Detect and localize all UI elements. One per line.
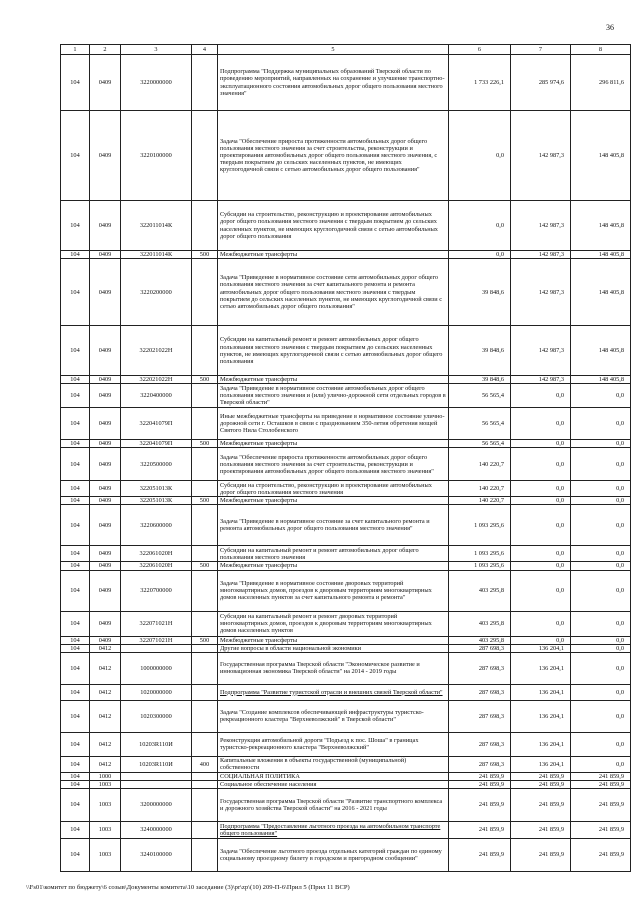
cell-amount-2017: 0,0 (449, 251, 511, 259)
cell-target-article: 1020300000 (121, 700, 192, 732)
cell-target-article: 3240100000 (121, 838, 192, 871)
cell-description: Задача "Приведение в нормативное состояние дворовых территорий многоквартирных домов, проездов к дворовым территориям многоквартирных домов населенных пунктов за счет капитального ремонта и ремонта" (218, 570, 449, 611)
cell-target-article: 322021022Н (121, 376, 192, 384)
cell-expense-type: 400 (192, 756, 218, 772)
cell-amount-2018: 136 204,1 (511, 700, 571, 732)
cell-description: Межбюджетные трансферты (218, 497, 449, 505)
cell-description: Подпрограмма "Предоставление льготного проезда на автомобильном транспорте общего пользования" (218, 821, 449, 838)
cell-amount-2018: 142 987,3 (511, 326, 571, 376)
cell-section-code: 0409 (90, 546, 121, 562)
file-path-footer: \\Fs01\комитет по бюджету\6 созыв\Документы комитета\10 заседание (3)\pr\zp\(10) 209-П-6\Прил 5 (Прил 11 ВСР) (26, 884, 350, 891)
cell-description: Межбюджетные трансферты (218, 376, 449, 384)
cell-amount-2017: 56 565,4 (449, 440, 511, 448)
cell-section-code: 0409 (90, 408, 121, 440)
cell-amount-2017: 39 848,6 (449, 376, 511, 384)
col-header-2: 2 (90, 45, 121, 55)
cell-target-article: 1020000000 (121, 684, 192, 700)
table-row (61, 684, 631, 700)
cell-amount-2019: 0,0 (571, 384, 631, 408)
cell-target-article: 3220400000 (121, 384, 192, 408)
cell-amount-2018: 0,0 (511, 546, 571, 562)
cell-expense-type (192, 652, 218, 684)
col-header-5: 5 (218, 45, 449, 55)
cell-amount-2019: 148 405,8 (571, 376, 631, 384)
cell-expense-type: 500 (192, 497, 218, 505)
cell-amount-2017: 287 698,3 (449, 756, 511, 772)
cell-target-article: 3200000000 (121, 788, 192, 821)
cell-ministry-code: 104 (61, 440, 90, 448)
cell-amount-2017: 241 859,9 (449, 788, 511, 821)
cell-amount-2018: 0,0 (511, 448, 571, 481)
cell-target-article: 322051013К (121, 497, 192, 505)
cell-ministry-code: 104 (61, 611, 90, 636)
cell-description: Субсидии на капитальный ремонт и ремонт автомобильных дорог общего пользования местного значения с твердым покрытием до сельских населенных пунктов, не имеющих круглогодичной связи с сетью автомобильных дорог общего пользования (218, 326, 449, 376)
cell-amount-2019: 0,0 (571, 636, 631, 644)
cell-target-article: 322061020Н (121, 562, 192, 570)
cell-amount-2017: 403 295,8 (449, 636, 511, 644)
cell-expense-type (192, 788, 218, 821)
col-header-8: 8 (571, 45, 631, 55)
cell-amount-2018: 0,0 (511, 570, 571, 611)
cell-amount-2019: 148 405,8 (571, 111, 631, 201)
cell-amount-2019: 148 405,8 (571, 251, 631, 259)
cell-amount-2019: 0,0 (571, 732, 631, 756)
page-number: 36 (606, 23, 614, 32)
cell-amount-2018: 142 987,3 (511, 111, 571, 201)
col-header-4: 4 (192, 45, 218, 55)
cell-amount-2018: 0,0 (511, 611, 571, 636)
cell-ministry-code: 104 (61, 788, 90, 821)
table-row (61, 384, 631, 408)
cell-ministry-code: 104 (61, 251, 90, 259)
cell-amount-2019: 0,0 (571, 546, 631, 562)
cell-amount-2019: 0,0 (571, 440, 631, 448)
cell-section-code: 1003 (90, 788, 121, 821)
cell-expense-type (192, 448, 218, 481)
cell-description: Реконструкция автомобильной дороги "Подъезд к пос. Шоша" в границах туристско-рекреационного кластера "Верхневолжский" (218, 732, 449, 756)
table-row (61, 497, 631, 505)
cell-amount-2019: 296 811,6 (571, 55, 631, 111)
cell-description: Межбюджетные трансферты (218, 636, 449, 644)
cell-amount-2019: 241 859,9 (571, 780, 631, 788)
table-row (61, 505, 631, 546)
cell-amount-2019: 241 859,9 (571, 821, 631, 838)
table-row (61, 700, 631, 732)
cell-expense-type (192, 259, 218, 326)
cell-target-article: 3220600000 (121, 505, 192, 546)
cell-expense-type (192, 546, 218, 562)
cell-amount-2018: 241 859,9 (511, 788, 571, 821)
table-row (61, 788, 631, 821)
cell-amount-2019: 0,0 (571, 684, 631, 700)
cell-section-code: 0409 (90, 111, 121, 201)
cell-section-code: 0409 (90, 251, 121, 259)
cell-amount-2017: 140 220,7 (449, 448, 511, 481)
cell-target-article: 1000000000 (121, 652, 192, 684)
cell-amount-2018: 142 987,3 (511, 259, 571, 326)
cell-section-code: 0409 (90, 481, 121, 497)
cell-target-article: 3220200000 (121, 259, 192, 326)
cell-amount-2018: 0,0 (511, 636, 571, 644)
cell-description: Задача "Приведение в нормативное состояние сети автомобильных дорог общего пользования местного значения за счет капитального ремонта и ремонта автомобильных дорог общего пользования местного значения с твердым покрытием до сельских населенных пунктов, не имеющих круглогодичной связи с сетью автомобильных дорог общего пользования" (218, 259, 449, 326)
table-row (61, 481, 631, 497)
cell-amount-2018: 142 987,3 (511, 251, 571, 259)
table-row (61, 821, 631, 838)
cell-amount-2017: 140 220,7 (449, 497, 511, 505)
cell-amount-2018: 241 859,9 (511, 780, 571, 788)
cell-amount-2017: 140 220,7 (449, 481, 511, 497)
cell-expense-type (192, 732, 218, 756)
cell-amount-2018: 0,0 (511, 440, 571, 448)
cell-section-code: 0409 (90, 384, 121, 408)
cell-section-code: 0412 (90, 732, 121, 756)
cell-expense-type (192, 481, 218, 497)
cell-section-code: 0412 (90, 684, 121, 700)
cell-target-article: 3220500000 (121, 448, 192, 481)
table-row (61, 772, 631, 780)
cell-description: Задача "Создание комплексов обеспечивающей инфраструктуры туристско-рекреационного кластера "Верхневолжский" в Тверской области" (218, 700, 449, 732)
cell-description: Подпрограмма "Развитие туристской отрасли и внешних связей Тверской области" (218, 684, 449, 700)
cell-expense-type (192, 55, 218, 111)
cell-section-code: 0409 (90, 376, 121, 384)
cell-target-article: 322021022Н (121, 326, 192, 376)
cell-amount-2017: 287 698,3 (449, 652, 511, 684)
cell-expense-type (192, 772, 218, 780)
cell-expense-type (192, 326, 218, 376)
cell-description: Субсидии на строительство, реконструкцию и проектирование автомобильных дорог общего пользования местного значения (218, 481, 449, 497)
cell-amount-2018: 0,0 (511, 481, 571, 497)
cell-description: Задача "Обеспечение прироста протяженности автомобильных дорог общего пользования местного значения за счет строительства, реконструкции и проектирования автомобильных дорог общего пользования местного значения" (218, 448, 449, 481)
cell-amount-2018: 0,0 (511, 505, 571, 546)
table-row (61, 652, 631, 684)
cell-description: СОЦИАЛЬНАЯ ПОЛИТИКА (218, 772, 449, 780)
cell-expense-type: 500 (192, 636, 218, 644)
table-row (61, 376, 631, 384)
cell-amount-2018: 136 204,1 (511, 644, 571, 652)
cell-amount-2017: 287 698,3 (449, 644, 511, 652)
cell-amount-2017: 241 859,9 (449, 821, 511, 838)
cell-amount-2019: 0,0 (571, 562, 631, 570)
cell-section-code: 0412 (90, 652, 121, 684)
cell-expense-type (192, 111, 218, 201)
cell-target-article: 3240000000 (121, 821, 192, 838)
cell-section-code: 0409 (90, 570, 121, 611)
cell-description: Подпрограмма "Поддержка муниципальных образований Тверской области по проведению мероприятий, направленных на сохранение и улучшение транспортно-эксплуатационного состояния автомобильных дорог общего пользования местного значения" (218, 55, 449, 111)
cell-section-code: 1003 (90, 838, 121, 871)
cell-amount-2019: 241 859,9 (571, 788, 631, 821)
cell-ministry-code: 104 (61, 644, 90, 652)
table-row (61, 756, 631, 772)
table-row (61, 111, 631, 201)
cell-amount-2017: 241 859,9 (449, 838, 511, 871)
cell-amount-2017: 403 295,8 (449, 611, 511, 636)
cell-expense-type (192, 838, 218, 871)
cell-amount-2018: 241 859,9 (511, 821, 571, 838)
cell-description: Субсидии на капитальный ремонт и ремонт дворовых территорий многоквартирных домов, проездов к дворовым территориям многоквартирных домов населенных пунктов (218, 611, 449, 636)
col-header-1: 1 (61, 45, 90, 55)
cell-section-code: 0412 (90, 756, 121, 772)
cell-amount-2018: 142 987,3 (511, 376, 571, 384)
cell-target-article: 322071021Н (121, 611, 192, 636)
cell-target-article (121, 780, 192, 788)
cell-target-article: 322041079П (121, 440, 192, 448)
cell-expense-type (192, 684, 218, 700)
cell-description: Другие вопросы в области национальной экономики (218, 644, 449, 652)
cell-ministry-code: 104 (61, 55, 90, 111)
cell-expense-type: 500 (192, 440, 218, 448)
cell-target-article: 322011014К (121, 201, 192, 251)
cell-amount-2018: 136 204,1 (511, 684, 571, 700)
cell-expense-type (192, 384, 218, 408)
cell-ministry-code: 104 (61, 408, 90, 440)
cell-description: Капитальные вложения в объекты государственной (муниципальной) собственности (218, 756, 449, 772)
table-row (61, 570, 631, 611)
cell-ministry-code: 104 (61, 700, 90, 732)
cell-section-code: 0409 (90, 636, 121, 644)
cell-amount-2017: 39 848,6 (449, 326, 511, 376)
cell-description: Субсидии на строительство, реконструкцию и проектирование автомобильных дорог общего пользования местного значения с твердым покрытием до сельских населенных пунктов, не имеющих круглогодичной связи с сетью автомобильных дорог общего пользования (218, 201, 449, 251)
cell-ministry-code: 104 (61, 201, 90, 251)
cell-target-article: 322011014К (121, 251, 192, 259)
cell-section-code: 0412 (90, 644, 121, 652)
table-row (61, 326, 631, 376)
cell-target-article: 3220000000 (121, 55, 192, 111)
cell-section-code: 0412 (90, 700, 121, 732)
cell-amount-2019: 0,0 (571, 644, 631, 652)
cell-amount-2018: 142 987,3 (511, 201, 571, 251)
cell-description: Социальное обеспечение населения (218, 780, 449, 788)
cell-expense-type: 500 (192, 562, 218, 570)
cell-ministry-code: 104 (61, 838, 90, 871)
cell-amount-2019: 241 859,9 (571, 772, 631, 780)
cell-section-code: 0409 (90, 326, 121, 376)
cell-amount-2017: 287 698,3 (449, 700, 511, 732)
cell-amount-2018: 241 859,9 (511, 838, 571, 871)
cell-amount-2017: 287 698,3 (449, 684, 511, 700)
cell-ministry-code: 104 (61, 497, 90, 505)
cell-target-article (121, 772, 192, 780)
cell-amount-2018: 285 974,6 (511, 55, 571, 111)
cell-target-article: 322051013К (121, 481, 192, 497)
cell-amount-2019: 0,0 (571, 481, 631, 497)
cell-expense-type (192, 700, 218, 732)
cell-target-article: 322071021Н (121, 636, 192, 644)
cell-amount-2017: 1 733 226,1 (449, 55, 511, 111)
cell-expense-type (192, 408, 218, 440)
col-header-3: 3 (121, 45, 192, 55)
cell-ministry-code: 104 (61, 259, 90, 326)
cell-section-code: 0409 (90, 201, 121, 251)
cell-target-article: 3220100000 (121, 111, 192, 201)
cell-description: Межбюджетные трансферты (218, 562, 449, 570)
cell-description: Межбюджетные трансферты (218, 251, 449, 259)
table-row (61, 55, 631, 111)
cell-section-code: 0409 (90, 497, 121, 505)
cell-amount-2018: 136 204,1 (511, 756, 571, 772)
cell-description: Иные межбюджетные трансферты на приведение в нормативное состояние улично-дорожной сети г. Осташков в связи с празднованием 350-летия обретения мощей Святого Нила Столобенского (218, 408, 449, 440)
cell-amount-2017: 0,0 (449, 201, 511, 251)
col-header-6: 6 (449, 45, 511, 55)
cell-target-article: 10203R110И (121, 756, 192, 772)
cell-description: Государственная программа Тверской области "Экономическое развитие и инновационная экономика Тверской области" на 2014 - 2019 годы (218, 652, 449, 684)
cell-ministry-code: 104 (61, 384, 90, 408)
cell-description: Задача "Приведение в нормативное состояние за счет капитального ремонта и ремонта автомобильных дорог общего пользования местного значения" (218, 505, 449, 546)
table-row (61, 644, 631, 652)
cell-amount-2018: 0,0 (511, 562, 571, 570)
cell-ministry-code: 104 (61, 376, 90, 384)
cell-target-article: 322061020Н (121, 546, 192, 562)
cell-ministry-code: 104 (61, 326, 90, 376)
cell-amount-2017: 0,0 (449, 111, 511, 201)
cell-amount-2017: 287 698,3 (449, 732, 511, 756)
cell-section-code: 0409 (90, 259, 121, 326)
cell-amount-2018: 241 859,9 (511, 772, 571, 780)
cell-section-code: 1003 (90, 821, 121, 838)
cell-amount-2017: 1 093 295,6 (449, 505, 511, 546)
budget-table (60, 44, 631, 872)
cell-section-code: 1003 (90, 780, 121, 788)
cell-amount-2017: 1 093 295,6 (449, 546, 511, 562)
cell-amount-2019: 0,0 (571, 611, 631, 636)
cell-amount-2019: 148 405,8 (571, 326, 631, 376)
cell-amount-2019: 0,0 (571, 652, 631, 684)
cell-amount-2019: 0,0 (571, 756, 631, 772)
cell-ministry-code: 104 (61, 448, 90, 481)
table-row (61, 251, 631, 259)
cell-description: Задача "Приведение в нормативное состояние автомобильных дорог общего пользования местного значения и (или) улично-дорожной сети отдельных городов в Тверской области" (218, 384, 449, 408)
cell-amount-2017: 56 565,4 (449, 384, 511, 408)
cell-amount-2017: 1 093 295,6 (449, 562, 511, 570)
cell-ministry-code: 104 (61, 481, 90, 497)
cell-ministry-code: 104 (61, 772, 90, 780)
cell-amount-2019: 0,0 (571, 700, 631, 732)
cell-section-code: 0409 (90, 505, 121, 546)
cell-target-article: 10203R110И (121, 732, 192, 756)
cell-amount-2019: 0,0 (571, 448, 631, 481)
cell-ministry-code: 104 (61, 780, 90, 788)
table-row (61, 732, 631, 756)
cell-section-code: 1000 (90, 772, 121, 780)
cell-amount-2019: 0,0 (571, 570, 631, 611)
cell-description: Межбюджетные трансферты (218, 440, 449, 448)
cell-expense-type (192, 201, 218, 251)
cell-amount-2019: 148 405,8 (571, 201, 631, 251)
cell-amount-2017: 241 859,9 (449, 772, 511, 780)
cell-amount-2017: 403 295,8 (449, 570, 511, 611)
table-row (61, 201, 631, 251)
cell-target-article: 322041079П (121, 408, 192, 440)
cell-amount-2019: 0,0 (571, 497, 631, 505)
cell-amount-2018: 136 204,1 (511, 732, 571, 756)
cell-expense-type (192, 780, 218, 788)
cell-amount-2018: 0,0 (511, 408, 571, 440)
cell-amount-2019: 0,0 (571, 505, 631, 546)
cell-ministry-code: 104 (61, 732, 90, 756)
cell-ministry-code: 104 (61, 505, 90, 546)
cell-expense-type: 500 (192, 251, 218, 259)
cell-ministry-code: 104 (61, 562, 90, 570)
cell-amount-2019: 0,0 (571, 408, 631, 440)
cell-description: Государственная программа Тверской области "Развитие транспортного комплекса и дорожного хозяйства Тверской области" на 2016 - 2021 годы (218, 788, 449, 821)
table-row (61, 408, 631, 440)
cell-ministry-code: 104 (61, 821, 90, 838)
cell-expense-type (192, 821, 218, 838)
cell-section-code: 0409 (90, 440, 121, 448)
cell-ministry-code: 104 (61, 684, 90, 700)
cell-amount-2019: 241 859,9 (571, 838, 631, 871)
table-row (61, 259, 631, 326)
header-row (61, 45, 631, 55)
cell-ministry-code: 104 (61, 652, 90, 684)
cell-section-code: 0409 (90, 562, 121, 570)
cell-section-code: 0409 (90, 55, 121, 111)
cell-description: Субсидии на капитальный ремонт и ремонт автомобильных дорог общего пользования местного значения (218, 546, 449, 562)
cell-amount-2017: 39 848,6 (449, 259, 511, 326)
cell-ministry-code: 104 (61, 546, 90, 562)
cell-section-code: 0409 (90, 448, 121, 481)
table-row (61, 838, 631, 871)
cell-target-article (121, 644, 192, 652)
cell-expense-type: 500 (192, 376, 218, 384)
cell-ministry-code: 104 (61, 570, 90, 611)
cell-expense-type (192, 611, 218, 636)
cell-expense-type (192, 644, 218, 652)
cell-ministry-code: 104 (61, 636, 90, 644)
cell-amount-2019: 148 405,8 (571, 259, 631, 326)
cell-expense-type (192, 505, 218, 546)
table-row (61, 448, 631, 481)
col-header-7: 7 (511, 45, 571, 55)
cell-ministry-code: 104 (61, 111, 90, 201)
cell-expense-type (192, 570, 218, 611)
table-row (61, 636, 631, 644)
cell-amount-2018: 0,0 (511, 384, 571, 408)
cell-description: Задача "Обеспечение прироста протяженности автомобильных дорог общего пользования местного значения за счет строительства, реконструкции и проектирования автомобильных дорог общего пользования местного значения, с твердым покрытием до сельских населенных пунктов, не имеющих круглогодичной связи с сетью автомобильных дорог общего пользования" (218, 111, 449, 201)
table-row (61, 780, 631, 788)
cell-amount-2018: 136 204,1 (511, 652, 571, 684)
cell-section-code: 0409 (90, 611, 121, 636)
cell-amount-2017: 241 859,9 (449, 780, 511, 788)
cell-amount-2017: 56 565,4 (449, 408, 511, 440)
cell-target-article: 3220700000 (121, 570, 192, 611)
table-row (61, 440, 631, 448)
table-row (61, 562, 631, 570)
cell-description: Задача "Обеспечение льготного проезда отдельных категорий граждан по единому социальному проездному билету в городском и пригородном сообщении" (218, 838, 449, 871)
table-row (61, 546, 631, 562)
cell-ministry-code: 104 (61, 756, 90, 772)
cell-amount-2018: 0,0 (511, 497, 571, 505)
table-row (61, 611, 631, 636)
